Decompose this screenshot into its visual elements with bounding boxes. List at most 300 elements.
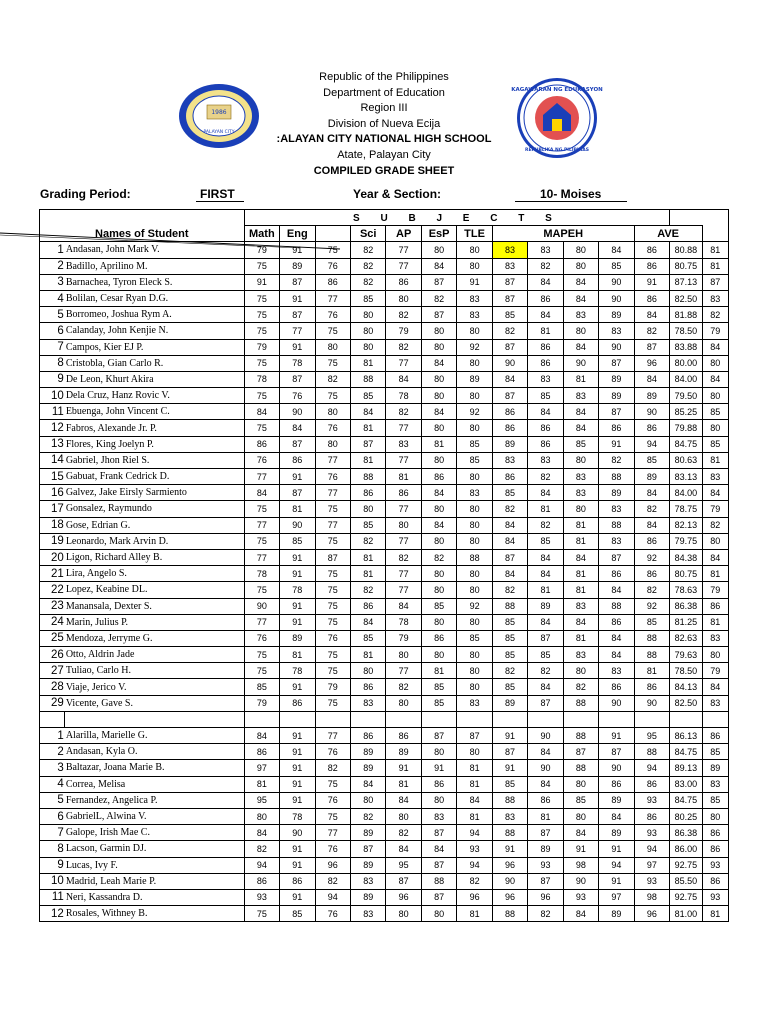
grade-esp: 80 bbox=[421, 323, 456, 339]
grade-mapeh-1: 85 bbox=[492, 630, 527, 646]
grade-average: 84.75 bbox=[670, 792, 702, 808]
grade-tle: 80 bbox=[457, 501, 492, 517]
grade-mapeh-grade: 86 bbox=[634, 290, 670, 306]
grade-mapeh-grade: 82 bbox=[634, 582, 670, 598]
grade-mapeh-3: 84 bbox=[563, 420, 598, 436]
grade-mapeh-grade: 86 bbox=[634, 533, 670, 549]
grade-math: 79 bbox=[244, 242, 279, 258]
grade-final-grade: 86 bbox=[702, 825, 728, 841]
student-name: Andasan, Kyla O. bbox=[65, 744, 244, 760]
grade-ap: 82 bbox=[386, 307, 421, 323]
grade-esp: 80 bbox=[421, 339, 456, 355]
grade-mapeh-4: 89 bbox=[599, 307, 634, 323]
grade-mapeh-grade: 86 bbox=[634, 679, 670, 695]
grade-tle: 80 bbox=[457, 517, 492, 533]
student-row bbox=[40, 533, 729, 549]
grade-mapeh-1: 84 bbox=[492, 566, 527, 582]
grade-mapeh-4: 86 bbox=[599, 420, 634, 436]
student-row bbox=[40, 371, 729, 387]
grade-esp: 81 bbox=[421, 663, 456, 679]
grade-mapeh-3: 88 bbox=[563, 760, 598, 776]
grade-esp: 80 bbox=[421, 242, 456, 258]
grade-average: 78.50 bbox=[670, 663, 702, 679]
grade-average: 86.00 bbox=[670, 841, 702, 857]
grade-mapeh-2: 84 bbox=[528, 744, 563, 760]
student-name: Flores, King Joelyn P. bbox=[65, 436, 244, 452]
year-section-underline bbox=[515, 201, 627, 202]
grade-sci: 87 bbox=[350, 841, 385, 857]
grade-final-grade: 81 bbox=[702, 452, 728, 468]
grade-mapeh-2: 86 bbox=[528, 420, 563, 436]
grade-esp: 86 bbox=[421, 469, 456, 485]
grade-average: 80.88 bbox=[670, 242, 702, 258]
grade-math: 75 bbox=[244, 663, 279, 679]
grade-fil: 76 bbox=[315, 420, 350, 436]
grade-mapeh-1: 82 bbox=[492, 323, 527, 339]
grade-mapeh-3: 84 bbox=[563, 274, 598, 290]
grade-average: 86.38 bbox=[670, 598, 702, 614]
grade-math: 93 bbox=[244, 889, 279, 905]
row-number: 28 bbox=[40, 679, 65, 695]
year-section-value: 10- Moises bbox=[540, 187, 602, 201]
grade-tle: 92 bbox=[457, 339, 492, 355]
grade-fil: 76 bbox=[315, 906, 350, 922]
grade-sci: 88 bbox=[350, 469, 385, 485]
grade-tle: 83 bbox=[457, 485, 492, 501]
grade-eng: 87 bbox=[280, 436, 315, 452]
grade-eng: 91 bbox=[280, 566, 315, 582]
grade-final-grade: 87 bbox=[702, 274, 728, 290]
grade-math: 75 bbox=[244, 533, 279, 549]
grade-mapeh-1: 85 bbox=[492, 614, 527, 630]
grade-fil: 76 bbox=[315, 630, 350, 646]
grade-mapeh-grade: 84 bbox=[634, 307, 670, 323]
grade-fil: 75 bbox=[315, 598, 350, 614]
grade-math: 81 bbox=[244, 776, 279, 792]
grade-mapeh-2: 86 bbox=[528, 290, 563, 306]
grade-math: 84 bbox=[244, 825, 279, 841]
grade-ap: 84 bbox=[386, 841, 421, 857]
grade-mapeh-2: 84 bbox=[528, 776, 563, 792]
grade-mapeh-grade: 94 bbox=[634, 841, 670, 857]
student-row bbox=[40, 582, 729, 598]
grade-tle: 82 bbox=[457, 873, 492, 889]
student-row bbox=[40, 776, 729, 792]
grade-fil: 96 bbox=[315, 857, 350, 873]
grade-math: 75 bbox=[244, 647, 279, 663]
grade-mapeh-4: 87 bbox=[599, 404, 634, 420]
student-name: Baltazar, Joana Marie B. bbox=[65, 760, 244, 776]
col-tle: TLE bbox=[457, 226, 492, 242]
grade-eng: 81 bbox=[280, 647, 315, 663]
grade-ap: 81 bbox=[386, 776, 421, 792]
grade-eng: 86 bbox=[280, 873, 315, 889]
grade-mapeh-4: 86 bbox=[599, 679, 634, 695]
grade-ap: 80 bbox=[386, 290, 421, 306]
grade-mapeh-4: 84 bbox=[599, 242, 634, 258]
grade-mapeh-2: 85 bbox=[528, 533, 563, 549]
grade-mapeh-3: 84 bbox=[563, 339, 598, 355]
grade-final-grade: 93 bbox=[702, 857, 728, 873]
grade-mapeh-1: 84 bbox=[492, 517, 527, 533]
grade-mapeh-2: 84 bbox=[528, 614, 563, 630]
grade-ap: 96 bbox=[386, 889, 421, 905]
grade-eng: 78 bbox=[280, 582, 315, 598]
grade-mapeh-4: 84 bbox=[599, 582, 634, 598]
grade-eng: 76 bbox=[280, 388, 315, 404]
grade-mapeh-4: 89 bbox=[599, 825, 634, 841]
grade-tle: 80 bbox=[457, 663, 492, 679]
grade-final-grade: 86 bbox=[702, 841, 728, 857]
grade-math: 84 bbox=[244, 404, 279, 420]
grade-mapeh-1: 91 bbox=[492, 841, 527, 857]
grade-eng: 89 bbox=[280, 630, 315, 646]
grade-mapeh-3: 93 bbox=[563, 889, 598, 905]
grade-tle: 80 bbox=[457, 533, 492, 549]
grade-final-grade: 80 bbox=[702, 808, 728, 824]
grade-mapeh-3: 83 bbox=[563, 647, 598, 663]
grade-mapeh-2: 86 bbox=[528, 792, 563, 808]
grade-eng: 90 bbox=[280, 404, 315, 420]
grade-eng: 87 bbox=[280, 485, 315, 501]
student-name: Lacson, Garmin DJ. bbox=[65, 841, 244, 857]
row-number: 6 bbox=[40, 808, 65, 824]
grade-tle: 85 bbox=[457, 436, 492, 452]
grade-mapeh-2: 83 bbox=[528, 242, 563, 258]
grade-average: 79.88 bbox=[670, 420, 702, 436]
grade-ap: 80 bbox=[386, 517, 421, 533]
grade-mapeh-4: 90 bbox=[599, 290, 634, 306]
grade-mapeh-grade: 93 bbox=[634, 825, 670, 841]
grade-final-grade: 83 bbox=[702, 776, 728, 792]
grade-eng: 77 bbox=[280, 323, 315, 339]
grade-math: 86 bbox=[244, 744, 279, 760]
grade-tle: 80 bbox=[457, 420, 492, 436]
grade-mapeh-1: 96 bbox=[492, 889, 527, 905]
row-number: 21 bbox=[40, 566, 65, 582]
grade-math: 90 bbox=[244, 598, 279, 614]
grade-fil: 75 bbox=[315, 533, 350, 549]
grade-ap: 77 bbox=[386, 582, 421, 598]
grade-mapeh-grade: 82 bbox=[634, 323, 670, 339]
grade-mapeh-2: 84 bbox=[528, 549, 563, 565]
grade-ap: 80 bbox=[386, 808, 421, 824]
grade-tle: 89 bbox=[457, 371, 492, 387]
grade-fil: 77 bbox=[315, 728, 350, 744]
grade-ap: 77 bbox=[386, 420, 421, 436]
student-row bbox=[40, 792, 729, 808]
grade-mapeh-4: 82 bbox=[599, 452, 634, 468]
grade-mapeh-1: 87 bbox=[492, 290, 527, 306]
grade-mapeh-3: 88 bbox=[563, 695, 598, 711]
grade-mapeh-4: 84 bbox=[599, 647, 634, 663]
grading-period-value: FIRST bbox=[200, 187, 235, 201]
grade-mapeh-1: 83 bbox=[492, 242, 527, 258]
grade-tle: 94 bbox=[457, 857, 492, 873]
grade-ap: 77 bbox=[386, 355, 421, 371]
student-name: Bolilan, Cesar Ryan D.G. bbox=[65, 290, 244, 306]
grade-esp: 80 bbox=[421, 566, 456, 582]
student-name: Gabuat, Frank Cedrick D. bbox=[65, 469, 244, 485]
grade-mapeh-2: 82 bbox=[528, 906, 563, 922]
grade-esp: 88 bbox=[421, 873, 456, 889]
grade-mapeh-1: 87 bbox=[492, 274, 527, 290]
grade-mapeh-3: 90 bbox=[563, 355, 598, 371]
grade-average: 82.13 bbox=[670, 517, 702, 533]
grade-mapeh-grade: 86 bbox=[634, 420, 670, 436]
row-number: 14 bbox=[40, 452, 65, 468]
grade-tle: 91 bbox=[457, 274, 492, 290]
grade-mapeh-1: 85 bbox=[492, 679, 527, 695]
grade-eng: 91 bbox=[280, 728, 315, 744]
grade-ap: 80 bbox=[386, 647, 421, 663]
grade-tle: 87 bbox=[457, 728, 492, 744]
grade-mapeh-3: 83 bbox=[563, 598, 598, 614]
grade-mapeh-3: 83 bbox=[563, 469, 598, 485]
grade-mapeh-3: 82 bbox=[563, 679, 598, 695]
grade-math: 75 bbox=[244, 420, 279, 436]
student-row bbox=[40, 663, 729, 679]
col-ave: AVE bbox=[634, 226, 702, 242]
grade-final-grade: 81 bbox=[702, 614, 728, 630]
grade-sci: 83 bbox=[350, 695, 385, 711]
student-name: Gose, Edrian G. bbox=[65, 517, 244, 533]
grade-mapeh-1: 88 bbox=[492, 906, 527, 922]
grade-average: 86.38 bbox=[670, 825, 702, 841]
student-row bbox=[40, 889, 729, 905]
grade-mapeh-1: 91 bbox=[492, 760, 527, 776]
grade-fil: 82 bbox=[315, 371, 350, 387]
grade-final-grade: 84 bbox=[702, 371, 728, 387]
grade-eng: 91 bbox=[280, 290, 315, 306]
grade-mapeh-1: 86 bbox=[492, 420, 527, 436]
student-row bbox=[40, 825, 729, 841]
grade-mapeh-grade: 89 bbox=[634, 469, 670, 485]
deped-seal-text: KAGAWARAN NG EDUKASYON bbox=[511, 87, 603, 93]
grade-eng: 78 bbox=[280, 355, 315, 371]
grade-mapeh-grade: 92 bbox=[634, 598, 670, 614]
grade-fil: 75 bbox=[315, 647, 350, 663]
grade-final-grade: 83 bbox=[702, 290, 728, 306]
student-name: Ebuenga, John Vincent C. bbox=[65, 404, 244, 420]
student-name: Vicente, Gave S. bbox=[65, 695, 244, 711]
student-name: Gonsalez, Raymundo bbox=[65, 501, 244, 517]
grade-mapeh-4: 86 bbox=[599, 566, 634, 582]
grade-fil: 76 bbox=[315, 258, 350, 274]
grade-final-grade: 86 bbox=[702, 728, 728, 744]
grade-fil: 76 bbox=[315, 469, 350, 485]
grade-mapeh-2: 84 bbox=[528, 679, 563, 695]
grade-fil: 75 bbox=[315, 582, 350, 598]
grade-sci: 86 bbox=[350, 679, 385, 695]
grade-tle: 92 bbox=[457, 404, 492, 420]
grade-average: 80.75 bbox=[670, 566, 702, 582]
grade-mapeh-2: 84 bbox=[528, 404, 563, 420]
grade-mapeh-1: 83 bbox=[492, 452, 527, 468]
row-number: 1 bbox=[40, 242, 65, 258]
row-number: 24 bbox=[40, 614, 65, 630]
grade-ap: 87 bbox=[386, 873, 421, 889]
grade-ap: 79 bbox=[386, 323, 421, 339]
grade-fil: 75 bbox=[315, 808, 350, 824]
grade-mapeh-2: 84 bbox=[528, 485, 563, 501]
grade-fil: 75 bbox=[315, 566, 350, 582]
grade-math: 77 bbox=[244, 517, 279, 533]
grade-sci: 81 bbox=[350, 566, 385, 582]
grade-mapeh-grade: 93 bbox=[634, 792, 670, 808]
grade-fil: 80 bbox=[315, 339, 350, 355]
grade-math: 86 bbox=[244, 873, 279, 889]
grade-sci: 89 bbox=[350, 889, 385, 905]
grade-mapeh-3: 84 bbox=[563, 404, 598, 420]
grade-final-grade: 79 bbox=[702, 663, 728, 679]
grade-sci: 81 bbox=[350, 355, 385, 371]
grade-mapeh-grade: 88 bbox=[634, 647, 670, 663]
grade-average: 87.13 bbox=[670, 274, 702, 290]
grade-ap: 77 bbox=[386, 242, 421, 258]
student-name: Otto, Aldrin Jade bbox=[65, 647, 244, 663]
col-eng: Eng bbox=[280, 226, 315, 242]
grade-mapeh-4: 97 bbox=[599, 889, 634, 905]
grade-mapeh-2: 84 bbox=[528, 566, 563, 582]
grade-tle: 80 bbox=[457, 258, 492, 274]
grade-average: 92.75 bbox=[670, 857, 702, 873]
grade-tle: 80 bbox=[457, 355, 492, 371]
grade-fil: 94 bbox=[315, 889, 350, 905]
grade-mapeh-4: 89 bbox=[599, 485, 634, 501]
col-math: Math bbox=[244, 226, 279, 242]
student-name: Ligon, Richard Alley B. bbox=[65, 549, 244, 565]
grade-tle: 93 bbox=[457, 841, 492, 857]
row-number: 10 bbox=[40, 873, 65, 889]
student-row bbox=[40, 485, 729, 501]
grade-eng: 91 bbox=[280, 469, 315, 485]
grade-fil: 76 bbox=[315, 307, 350, 323]
grade-eng: 91 bbox=[280, 744, 315, 760]
student-name: Viaje, Jerico V. bbox=[65, 679, 244, 695]
student-row bbox=[40, 695, 729, 711]
grade-eng: 85 bbox=[280, 533, 315, 549]
student-name: Madrid, Leah Marie P. bbox=[65, 873, 244, 889]
grade-esp: 80 bbox=[421, 452, 456, 468]
student-row bbox=[40, 274, 729, 290]
group-separator-row bbox=[40, 711, 729, 727]
grade-mapeh-1: 86 bbox=[492, 404, 527, 420]
grade-mapeh-4: 88 bbox=[599, 469, 634, 485]
grade-mapeh-1: 85 bbox=[492, 776, 527, 792]
row-number: 11 bbox=[40, 889, 65, 905]
grade-mapeh-3: 81 bbox=[563, 371, 598, 387]
student-name: Campos, Kier EJ P. bbox=[65, 339, 244, 355]
grade-math: 84 bbox=[244, 485, 279, 501]
grade-average: 81.00 bbox=[670, 906, 702, 922]
row-number: 8 bbox=[40, 841, 65, 857]
col-final bbox=[702, 226, 728, 242]
student-name: Fabros, Alexande Jr. P. bbox=[65, 420, 244, 436]
grade-mapeh-4: 83 bbox=[599, 533, 634, 549]
grade-mapeh-2: 81 bbox=[528, 582, 563, 598]
grade-mapeh-1: 85 bbox=[492, 485, 527, 501]
grading-period-label: Grading Period: bbox=[40, 187, 131, 201]
grade-ap: 82 bbox=[386, 679, 421, 695]
grade-mapeh-grade: 96 bbox=[634, 355, 670, 371]
student-name: Fernandez, Angelica P. bbox=[65, 792, 244, 808]
grade-esp: 80 bbox=[421, 388, 456, 404]
grade-mapeh-3: 81 bbox=[563, 566, 598, 582]
grade-eng: 87 bbox=[280, 371, 315, 387]
grade-mapeh-2: 81 bbox=[528, 323, 563, 339]
student-row bbox=[40, 873, 729, 889]
seal-year: 1986 bbox=[211, 109, 227, 116]
student-row bbox=[40, 404, 729, 420]
grade-fil: 75 bbox=[315, 695, 350, 711]
student-name: Correa, Melisa bbox=[65, 776, 244, 792]
grade-final-grade: 80 bbox=[702, 647, 728, 663]
grade-average: 80.63 bbox=[670, 452, 702, 468]
grade-ap: 83 bbox=[386, 436, 421, 452]
grade-esp: 87 bbox=[421, 274, 456, 290]
grade-fil: 82 bbox=[315, 760, 350, 776]
grade-sci: 80 bbox=[350, 501, 385, 517]
grade-eng: 91 bbox=[280, 776, 315, 792]
grade-mapeh-3: 87 bbox=[563, 744, 598, 760]
grade-mapeh-2: 82 bbox=[528, 258, 563, 274]
grade-mapeh-1: 82 bbox=[492, 663, 527, 679]
grade-tle: 80 bbox=[457, 679, 492, 695]
grade-mapeh-2: 81 bbox=[528, 808, 563, 824]
grade-fil: 75 bbox=[315, 242, 350, 258]
grade-mapeh-4: 89 bbox=[599, 371, 634, 387]
student-row bbox=[40, 728, 729, 744]
grade-math: 75 bbox=[244, 323, 279, 339]
student-name: Gabriel, Jhon Riel S. bbox=[65, 452, 244, 468]
grade-esp: 80 bbox=[421, 614, 456, 630]
row-number: 29 bbox=[40, 695, 65, 711]
grade-average: 84.00 bbox=[670, 485, 702, 501]
grade-average: 84.75 bbox=[670, 436, 702, 452]
grade-ap: 79 bbox=[386, 630, 421, 646]
grade-mapeh-1: 87 bbox=[492, 549, 527, 565]
grade-fil: 82 bbox=[315, 873, 350, 889]
grade-final-grade: 81 bbox=[702, 566, 728, 582]
grade-tle: 83 bbox=[457, 290, 492, 306]
grade-ap: 84 bbox=[386, 792, 421, 808]
grade-sci: 84 bbox=[350, 614, 385, 630]
column-header-row bbox=[40, 226, 729, 242]
student-name: Rosales, Withney B. bbox=[65, 906, 244, 922]
grade-mapeh-1: 88 bbox=[492, 825, 527, 841]
grade-mapeh-2: 87 bbox=[528, 873, 563, 889]
grade-sci: 83 bbox=[350, 906, 385, 922]
grade-tle: 84 bbox=[457, 792, 492, 808]
student-row bbox=[40, 630, 729, 646]
grade-sci: 83 bbox=[350, 873, 385, 889]
grade-mapeh-4: 94 bbox=[599, 857, 634, 873]
grade-mapeh-2: 89 bbox=[528, 841, 563, 857]
grade-mapeh-3: 91 bbox=[563, 841, 598, 857]
grade-mapeh-2: 82 bbox=[528, 663, 563, 679]
grade-mapeh-4: 91 bbox=[599, 873, 634, 889]
grade-mapeh-3: 84 bbox=[563, 825, 598, 841]
grade-math: 75 bbox=[244, 501, 279, 517]
col-esp: EsP bbox=[421, 226, 456, 242]
grade-tle: 80 bbox=[457, 614, 492, 630]
grade-sci: 80 bbox=[350, 339, 385, 355]
grade-mapeh-4: 84 bbox=[599, 808, 634, 824]
grade-tle: 96 bbox=[457, 889, 492, 905]
grade-mapeh-3: 83 bbox=[563, 307, 598, 323]
grade-mapeh-1: 88 bbox=[492, 598, 527, 614]
